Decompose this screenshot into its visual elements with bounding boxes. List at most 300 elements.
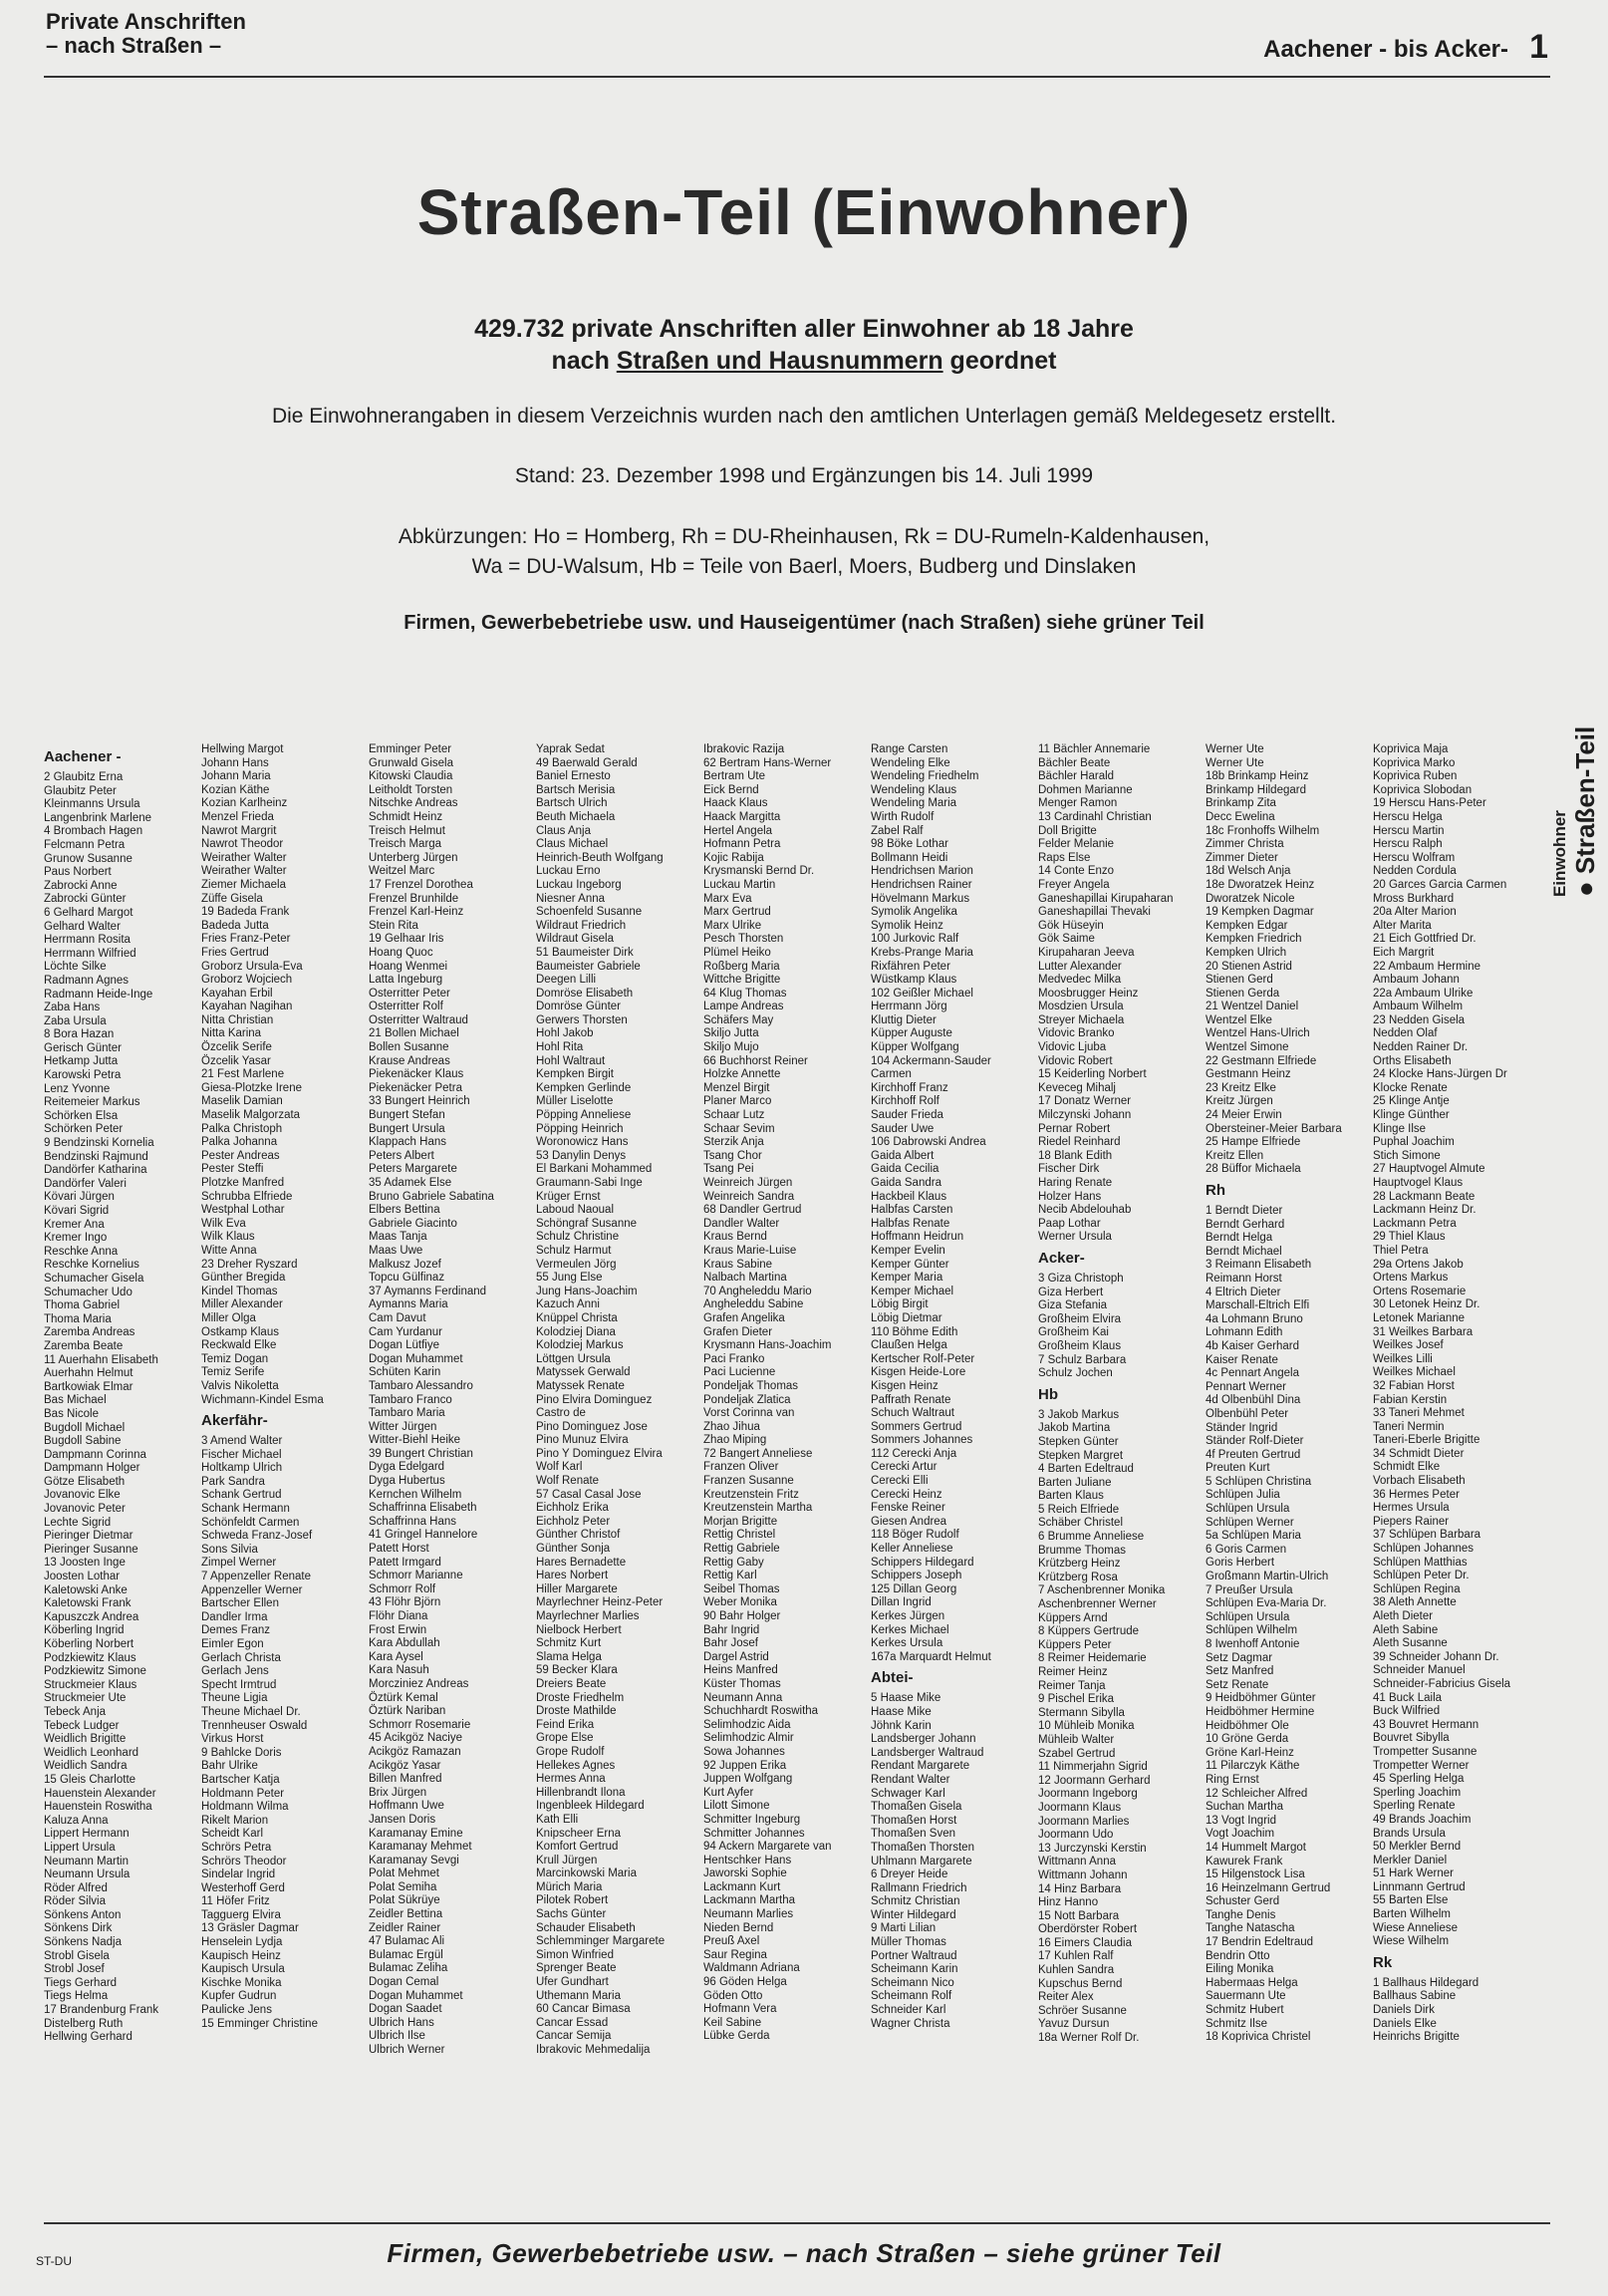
resident-entry: Bugdoll Sabine: [44, 1435, 122, 1448]
resident-entry: Bollmann Heidi: [871, 851, 948, 864]
resident-entry: Joosten Lothar: [44, 1571, 121, 1583]
resident-entry: Acikgöz Ramazan: [369, 1745, 461, 1758]
resident-entry: 10 Mühleib Monika: [1038, 1720, 1135, 1733]
resident-entry: Tambaro Alessandro: [369, 1379, 473, 1392]
resident-entry: Claus Anja: [536, 824, 591, 837]
resident-entry: Sperling Renate: [1373, 1800, 1456, 1813]
resident-entry: Özcelik Serife: [201, 1041, 272, 1054]
resident-entry: Grafen Angelika: [703, 1311, 785, 1324]
resident-entry: Witte Anna: [201, 1244, 257, 1257]
resident-entry: Franzen Oliver: [703, 1461, 779, 1474]
resident-entry: Yaprak Sedat: [536, 743, 605, 755]
resident-entry: Aschenbrenner Werner: [1038, 1598, 1157, 1611]
resident-entry: Keil Sabine: [703, 2016, 762, 2029]
resident-entry: 30 Letonek Heinz Dr.: [1373, 1298, 1480, 1311]
resident-entry: 13 Gräsler Dagmar: [201, 1922, 299, 1935]
resident-entry: Heidböhmer Hermine: [1206, 1705, 1315, 1718]
resident-entry: Landsberger Johann: [871, 1733, 976, 1746]
resident-entry: 5 Reich Elfriede: [1038, 1503, 1120, 1516]
resident-entry: 64 Klug Thomas: [703, 987, 787, 1000]
resident-entry: Pöpping Heinrich: [536, 1122, 624, 1135]
resident-entry: Ingenbleek Hildegard: [536, 1800, 645, 1813]
resident-entry: Vidovic Branko: [1038, 1027, 1115, 1040]
resident-entry: Röder Silvia: [44, 1895, 106, 1908]
resident-entry: Cam Yurdanur: [369, 1325, 442, 1338]
resident-entry: Werner Ute: [1206, 743, 1264, 755]
resident-entry: Sauder Frieda: [871, 1109, 943, 1122]
resident-entry: Kisgen Heide-Lore: [871, 1366, 966, 1379]
resident-entry: Billen Manfred: [369, 1773, 442, 1786]
resident-entry: Thomaßen Horst: [871, 1814, 957, 1827]
resident-entry: Knipscheer Erna: [536, 1827, 622, 1840]
resident-entry: 34 Schmidt Dieter: [1373, 1447, 1465, 1460]
resident-entry: Reckwald Elke: [201, 1339, 277, 1352]
resident-entry: Tsang Chor: [703, 1149, 762, 1162]
resident-entry: Herscu Ralph: [1373, 838, 1443, 851]
resident-entry: Schmitz Christian: [871, 1895, 960, 1908]
resident-entry: Gerisch Günter: [44, 1041, 122, 1054]
resident-entry: Westphal Lothar: [201, 1204, 285, 1217]
resident-entry: Günther Sonja: [536, 1543, 611, 1556]
resident-entry: Pilotek Robert: [536, 1894, 609, 1907]
resident-entry: Unterberg Jürgen: [369, 851, 458, 864]
resident-entry: Nedden Cordula: [1373, 865, 1457, 878]
resident-entry: Valvis Nikoletta: [201, 1379, 279, 1392]
footer-text: Firmen, Gewerbebetriebe usw. – nach Straßen – siehe grüner Teil: [387, 2238, 1221, 2268]
resident-entry: Eick Bernd: [703, 783, 759, 796]
resident-entry: Ganeshapillai Thevaki: [1038, 906, 1151, 919]
street-heading: Acker-: [1038, 1249, 1085, 1267]
resident-entry: Tebeck Ludger: [44, 1719, 120, 1732]
resident-entry: Felcmann Petra: [44, 838, 126, 851]
resident-entry: Grunow Susanne: [44, 852, 133, 865]
header-right: Aachener - bis Acker-: [1263, 36, 1508, 63]
resident-entry: Koprivica Maja: [1373, 743, 1449, 755]
resident-entry: Dreiers Beate: [536, 1677, 607, 1690]
resident-entry: Weilkes Lilli: [1373, 1352, 1433, 1365]
resident-entry: Dampmann Holger: [44, 1462, 140, 1475]
resident-entry: Zeidler Rainer: [369, 1921, 441, 1934]
resident-entry: Zimpel Werner: [201, 1557, 277, 1570]
resident-entry: Heinrich-Beuth Wolfgang: [536, 851, 664, 864]
resident-entry: Scheimann Rolf: [871, 1990, 952, 2003]
resident-entry: 15 Emminger Christine: [201, 2017, 318, 2030]
resident-entry: 112 Cerecki Anja: [871, 1447, 957, 1460]
resident-entry: Szabel Gertrud: [1038, 1747, 1116, 1760]
resident-entry: Piekenäcker Petra: [369, 1081, 462, 1094]
resident-entry: Oberdörster Robert: [1038, 1923, 1138, 1936]
resident-entry: Bartsch Ulrich: [536, 797, 608, 810]
resident-entry: Feind Erika: [536, 1718, 595, 1731]
resident-entry: Daniels Elke: [1373, 2017, 1437, 2030]
resident-entry: Schröer Susanne: [1038, 2004, 1127, 2017]
resident-entry: Bungert Stefan: [369, 1109, 445, 1122]
resident-entry: 25 Klinge Antje: [1373, 1095, 1450, 1108]
resident-entry: 9 Bendzinski Kornelia: [44, 1137, 154, 1150]
subtitle-line1: 429.732 private Anschriften aller Einwohner ab 18 Jahre: [474, 315, 1134, 343]
resident-entry: Nitta Karina: [201, 1027, 262, 1040]
resident-entry: Schuchhardt Roswitha: [703, 1705, 819, 1718]
resident-entry: Landsberger Waltraud: [871, 1746, 984, 1759]
resident-entry: Schrubba Elfriede: [201, 1190, 293, 1203]
resident-entry: Günther Bregida: [201, 1272, 286, 1285]
resident-entry: Jansen Doris: [369, 1813, 436, 1826]
resident-entry: 90 Bahr Holger: [703, 1610, 781, 1622]
resident-entry: Hillenbrandt Ilona: [536, 1786, 626, 1799]
resident-entry: Marx Ulrike: [703, 919, 762, 932]
resident-entry: 17 Donatz Werner: [1038, 1095, 1132, 1108]
resident-entry: Felder Melanie: [1038, 838, 1115, 851]
resident-entry: 18 Blank Edith: [1038, 1149, 1113, 1162]
resident-entry: Küpper Wolfgang: [871, 1041, 959, 1054]
resident-entry: Range Carsten: [871, 743, 948, 755]
resident-entry: 28 Lackmann Beate: [1373, 1190, 1475, 1203]
resident-entry: 17 Bendrin Edeltraud: [1206, 1936, 1314, 1949]
resident-entry: Bulamac Zeliha: [369, 1962, 448, 1975]
resident-entry: Röder Alfred: [44, 1881, 108, 1894]
resident-entry: Dogan Muhammet: [369, 1989, 463, 2002]
resident-entry: Stienen Gerda: [1206, 987, 1280, 1000]
resident-entry: Fries Gertrud: [201, 946, 269, 959]
resident-entry: Palka Johanna: [201, 1136, 278, 1149]
resident-entry: Hetkamp Jutta: [44, 1055, 119, 1068]
street-heading: Hb: [1038, 1385, 1058, 1403]
resident-entry: 100 Jurkovic Ralf: [871, 933, 959, 946]
resident-entry: Herrmann Rosita: [44, 934, 131, 947]
resident-entry: 29 Thiel Klaus: [1373, 1231, 1446, 1244]
resident-entry: Mayrlechner Marlies: [536, 1610, 640, 1622]
resident-entry: Taneri Nermin: [1373, 1420, 1445, 1433]
resident-entry: Schmorr Marianne: [369, 1570, 463, 1582]
resident-entry: 24 Meier Erwin: [1206, 1109, 1282, 1122]
resident-entry: Peters Margarete: [369, 1163, 457, 1176]
resident-entry: Jovanovic Peter: [44, 1503, 126, 1516]
resident-entry: 19 Badeda Frank: [201, 906, 290, 919]
resident-entry: Lilott Simone: [703, 1800, 770, 1813]
resident-entry: Bartscher Ellen: [201, 1597, 279, 1610]
resident-entry: Lutter Alexander: [1038, 960, 1122, 973]
resident-entry: Fenske Reiner: [871, 1502, 945, 1515]
resident-entry: Schäfers May: [703, 1013, 774, 1026]
resident-entry: Kreutzenstein Fritz: [703, 1488, 799, 1501]
resident-entry: Tsang Pei: [703, 1163, 754, 1176]
resident-entry: 37 Schlüpen Barbara: [1373, 1529, 1481, 1542]
resident-entry: Kreitz Jürgen: [1206, 1095, 1273, 1108]
resident-entry: Bahr Josef: [703, 1637, 758, 1650]
resident-entry: Schippers Hildegard: [871, 1556, 974, 1569]
resident-entry: Johann Maria: [201, 770, 271, 783]
resident-entry: Löbig Dietmar: [871, 1311, 942, 1324]
resident-entry: Großheim Klaus: [1038, 1339, 1122, 1352]
resident-entry: Hofmann Vera: [703, 2003, 777, 2016]
resident-entry: Koprivica Slobodan: [1373, 783, 1473, 796]
header-left-line2: – nach Straßen –: [46, 33, 222, 58]
resident-entry: 25 Hampe Elfriede: [1206, 1136, 1301, 1149]
directory-column: [1038, 743, 1198, 2046]
resident-entry: Schörken Elsa: [44, 1109, 119, 1122]
street-heading: Rk: [1373, 1953, 1393, 1971]
resident-entry: Pesch Thorsten: [703, 933, 784, 946]
intro-text: Die Einwohnerangaben in diesem Verzeichnis wurden nach den amtlichen Unterlagen gemäß Meldegesetz erstellt.: [271, 405, 1337, 428]
resident-entry: Virkus Horst: [201, 1733, 264, 1746]
resident-entry: Heins Manfred: [703, 1664, 778, 1677]
resident-entry: 7 Aschenbrenner Monika: [1038, 1584, 1166, 1597]
resident-entry: 11 Nimmerjahn Sigrid: [1038, 1761, 1148, 1774]
resident-entry: Weilkes Michael: [1373, 1366, 1456, 1379]
resident-entry: Freyer Angela: [1038, 878, 1110, 891]
resident-entry: 16 Eimers Claudia: [1038, 1936, 1132, 1949]
resident-entry: Letonek Marianne: [1373, 1311, 1466, 1324]
resident-entry: Kertscher Rolf-Peter: [871, 1352, 975, 1365]
resident-entry: Grope Rudolf: [536, 1745, 605, 1758]
resident-entry: Frost Erwin: [369, 1623, 427, 1636]
resident-entry: 18b Brinkamp Heinz: [1206, 770, 1309, 783]
resident-entry: Daniels Dirk: [1373, 2004, 1435, 2017]
resident-entry: 8 Küppers Gertrude: [1038, 1625, 1140, 1638]
resident-entry: Schank Gertrud: [201, 1489, 282, 1502]
resident-entry: Kempken Ulrich: [1206, 946, 1287, 959]
resident-entry: Planer Marco: [703, 1095, 772, 1108]
resident-entry: 102 Geißler Michael: [871, 987, 973, 1000]
resident-entry: Maas Tanja: [369, 1231, 427, 1244]
resident-entry: Ring Ernst: [1206, 1773, 1259, 1786]
resident-entry: Hellwing Gerhard: [44, 2031, 133, 2044]
resident-entry: 62 Bertram Hans-Werner: [703, 756, 832, 769]
resident-entry: Vorst Corinna van: [703, 1407, 795, 1420]
resident-entry: Jöhnk Karin: [871, 1719, 932, 1732]
resident-entry: Tebeck Anja: [44, 1705, 107, 1718]
resident-entry: Luckau Ingeborg: [536, 878, 622, 891]
resident-entry: Cerecki Elli: [871, 1475, 929, 1488]
resident-entry: Pondeljak Thomas: [703, 1379, 799, 1392]
street-heading: Abtei-: [871, 1669, 914, 1687]
resident-entry: Schauder Elisabeth: [536, 1921, 636, 1934]
resident-entry: Wilk Klaus: [201, 1231, 255, 1244]
resident-entry: Wentzel Hans-Ulrich: [1206, 1027, 1310, 1040]
resident-entry: Niesner Anna: [536, 892, 606, 905]
resident-entry: Nieden Bernd: [703, 1921, 774, 1934]
resident-entry: Dampmann Corinna: [44, 1448, 146, 1461]
resident-entry: Schumacher Udo: [44, 1286, 133, 1298]
resident-entry: Hellekes Agnes: [536, 1759, 616, 1772]
resident-entry: Bartkowiak Elmar: [44, 1380, 134, 1393]
resident-entry: Claus Michael: [536, 838, 609, 851]
resident-entry: Kolodziej Diana: [536, 1325, 616, 1338]
resident-entry: Ortens Rosemarie: [1373, 1285, 1467, 1297]
resident-entry: 13 Jurczynski Kerstin: [1038, 1842, 1147, 1855]
resident-entry: Sommers Johannes: [871, 1434, 973, 1447]
resident-entry: 9 Marti Lilian: [871, 1922, 937, 1935]
resident-entry: Palka Christoph: [201, 1122, 283, 1135]
resident-entry: Ganeshapillai Kirupaharan: [1038, 892, 1174, 905]
resident-entry: Piekenäcker Klaus: [369, 1068, 464, 1081]
resident-entry: Zabrocki Anne: [44, 879, 118, 892]
resident-entry: Marx Gertrud: [703, 906, 771, 919]
resident-entry: Kluttig Dieter: [871, 1013, 937, 1026]
resident-entry: 18 Koprivica Christel: [1206, 2031, 1311, 2044]
resident-entry: Schmidt Heinz: [369, 810, 443, 823]
resident-entry: Ortens Markus: [1373, 1272, 1449, 1285]
resident-entry: 3 Reimann Elisabeth: [1206, 1259, 1312, 1272]
resident-entry: Hiller Margarete: [536, 1582, 618, 1595]
resident-entry: 14 Hummelt Margot: [1206, 1841, 1306, 1854]
resident-entry: Müller Liselotte: [536, 1095, 614, 1108]
footer-code: ST-DU: [36, 2254, 72, 2268]
resident-entry: Herrmann Wilfried: [44, 947, 136, 960]
resident-entry: Küppers Arnd: [1038, 1611, 1108, 1624]
resident-entry: Kraus Bernd: [703, 1231, 767, 1244]
resident-entry: Dogan Cemal: [369, 1976, 439, 1989]
resident-entry: 41 Buck Laila: [1373, 1691, 1443, 1704]
resident-entry: 17 Frenzel Dorothea: [369, 878, 473, 891]
resident-entry: Kerkes Jürgen: [871, 1610, 945, 1622]
resident-entry: Herscu Helga: [1373, 810, 1443, 823]
resident-entry: Gabriele Giacinto: [369, 1217, 457, 1230]
resident-entry: Nielbock Herbert: [536, 1623, 622, 1636]
resident-entry: Stepken Margret: [1038, 1449, 1124, 1462]
resident-entry: Tambaro Franco: [369, 1393, 452, 1406]
resident-entry: Bungert Ursula: [369, 1122, 445, 1135]
resident-entry: Grope Else: [536, 1732, 594, 1745]
resident-entry: Winter Hildegard: [871, 1908, 956, 1921]
resident-entry: Castro de: [536, 1407, 586, 1420]
resident-entry: Kara Nasuh: [369, 1664, 429, 1677]
resident-entry: 7 Schulz Barbara: [1038, 1353, 1127, 1366]
resident-entry: Kremer Ana: [44, 1218, 105, 1231]
resident-entry: Großmann Martin-Ulrich: [1206, 1571, 1329, 1583]
resident-entry: Treisch Helmut: [369, 824, 445, 837]
resident-entry: Lackmann Kurt: [703, 1880, 781, 1893]
resident-entry: Gök Saime: [1038, 933, 1095, 946]
resident-entry: Decc Ewelina: [1206, 810, 1275, 823]
resident-entry: Brix Jürgen: [369, 1786, 427, 1799]
resident-entry: 5 Haase Mike: [871, 1692, 941, 1705]
resident-entry: Kempken Friedrich: [1206, 933, 1302, 946]
resident-entry: Keller Anneliese: [871, 1543, 953, 1556]
resident-entry: 21 Fest Marlene: [201, 1068, 285, 1081]
resident-entry: Woronowicz Hans: [536, 1136, 629, 1149]
resident-entry: Ibrakovic Mehmedalija: [536, 2044, 651, 2056]
resident-entry: 50 Merkler Bernd: [1373, 1841, 1462, 1854]
resident-entry: 18e Dworatzek Heinz: [1206, 878, 1315, 891]
resident-entry: Schmidt Elke: [1373, 1461, 1441, 1474]
resident-entry: Zaba Ursula: [44, 1014, 107, 1027]
resident-entry: Schüten Karin: [369, 1366, 441, 1379]
resident-entry: Rendant Margarete: [871, 1760, 970, 1773]
resident-entry: Medvedec Milka: [1038, 974, 1122, 987]
resident-entry: Latta Ingeburg: [369, 974, 443, 987]
resident-entry: Giza Herbert: [1038, 1286, 1104, 1298]
resident-entry: Sindelar Ingrid: [201, 1868, 276, 1881]
resident-entry: 11 Höfer Fritz: [201, 1895, 270, 1908]
resident-entry: Ballhaus Sabine: [1373, 1990, 1457, 2003]
resident-entry: Mosdzien Ursula: [1038, 1001, 1124, 1013]
resident-entry: Zaremba Andreas: [44, 1326, 135, 1339]
resident-entry: Ulbrich Werner: [369, 2044, 445, 2056]
resident-entry: Sönkens Anton: [44, 1908, 122, 1921]
page-number: 1: [1529, 28, 1548, 66]
resident-entry: Sachs Günter: [536, 1908, 607, 1921]
resident-entry: Kreitz Ellen: [1206, 1149, 1264, 1162]
resident-entry: Puphal Joachim: [1373, 1136, 1455, 1149]
resident-entry: Bertram Ute: [703, 770, 765, 783]
resident-entry: Joormann Ingeborg: [1038, 1788, 1138, 1801]
resident-entry: 13 Cardinahl Christian: [1038, 810, 1152, 823]
resident-entry: Pino Dominguez Jose: [536, 1420, 648, 1433]
resident-entry: 49 Baerwald Gerald: [536, 756, 638, 769]
resident-entry: Schaar Lutz: [703, 1109, 765, 1122]
resident-entry: Droste Friedhelm: [536, 1691, 625, 1704]
resident-entry: Eiling Monika: [1206, 1963, 1274, 1976]
resident-entry: 20a Alter Marion: [1373, 906, 1457, 919]
resident-entry: 15 Nott Barbara: [1038, 1909, 1120, 1922]
resident-entry: Klinge Ilse: [1373, 1122, 1427, 1135]
resident-entry: Holdmann Peter: [201, 1787, 285, 1800]
resident-entry: 39 Bungert Christian: [369, 1447, 473, 1460]
resident-entry: Kindel Thomas: [201, 1285, 278, 1297]
resident-entry: 55 Jung Else: [536, 1272, 603, 1285]
resident-entry: Stein Rita: [369, 919, 418, 932]
resident-entry: Großheim Elvira: [1038, 1312, 1122, 1325]
resident-entry: Holzke Annette: [703, 1068, 781, 1081]
resident-entry: Keveceg Mihalj: [1038, 1081, 1116, 1094]
resident-entry: Schmitz Hubert: [1206, 2004, 1284, 2017]
resident-entry: Schmorr Rolf: [369, 1582, 436, 1595]
resident-entry: Ambaum Wilhelm: [1373, 1001, 1464, 1013]
resident-entry: Kuhlen Sandra: [1038, 1964, 1115, 1977]
resident-entry: 53 Danylin Denys: [536, 1149, 627, 1162]
resident-entry: Schulz Jochen: [1038, 1367, 1113, 1380]
resident-entry: Ulbrich Ilse: [369, 2030, 425, 2043]
resident-entry: Kraus Sabine: [703, 1258, 773, 1271]
resident-entry: 37 Aymanns Ferdinand: [369, 1285, 487, 1297]
resident-entry: Dandörfer Katharina: [44, 1164, 147, 1177]
resident-entry: Rallmann Friedrich: [871, 1881, 967, 1894]
resident-entry: Raps Else: [1038, 851, 1091, 864]
resident-entry: Matyssek Renate: [536, 1379, 625, 1392]
resident-entry: Vidovic Ljuba: [1038, 1041, 1107, 1054]
resident-entry: Glaubitz Peter: [44, 784, 117, 797]
resident-entry: Götze Elisabeth: [44, 1475, 126, 1488]
resident-entry: Kerkes Ursula: [871, 1637, 943, 1650]
resident-entry: 6 Goris Carmen: [1206, 1543, 1287, 1556]
resident-entry: 29a Ortens Jakob: [1373, 1258, 1464, 1271]
resident-entry: Rendant Walter: [871, 1773, 950, 1786]
resident-entry: Zimmer Christa: [1206, 838, 1284, 851]
resident-entry: Öztürk Kemal: [369, 1691, 438, 1704]
resident-entry: Wagner Christa: [871, 2017, 950, 2030]
resident-entry: Lackmann Martha: [703, 1894, 796, 1907]
resident-entry: Aymanns Maria: [369, 1298, 448, 1311]
resident-entry: Kayahan Erbil: [201, 987, 273, 1000]
resident-entry: Baniel Ernesto: [536, 770, 611, 783]
resident-entry: Polat Mehmet: [369, 1867, 439, 1880]
resident-entry: Schmitter Ingeburg: [703, 1813, 801, 1826]
resident-entry: Schlüpen Ursula: [1206, 1503, 1290, 1516]
resident-entry: Klocke Renate: [1373, 1081, 1448, 1094]
resident-entry: Simon Winfried: [536, 1948, 614, 1961]
resident-entry: Barten Wilhelm: [1373, 1908, 1451, 1921]
resident-entry: Pino Elvira Dominguez: [536, 1393, 653, 1406]
resident-entry: Wildraut Gisela: [536, 933, 614, 946]
resident-entry: Karowski Petra: [44, 1069, 122, 1082]
resident-entry: Bulamac Ergül: [369, 1948, 443, 1961]
resident-entry: 4f Preuten Gertrud: [1206, 1448, 1301, 1461]
resident-entry: Johann Hans: [201, 756, 269, 769]
directory-column: [1206, 743, 1365, 2045]
resident-entry: Scheimann Karin: [871, 1963, 958, 1976]
resident-entry: Pennart Werner: [1206, 1380, 1286, 1393]
